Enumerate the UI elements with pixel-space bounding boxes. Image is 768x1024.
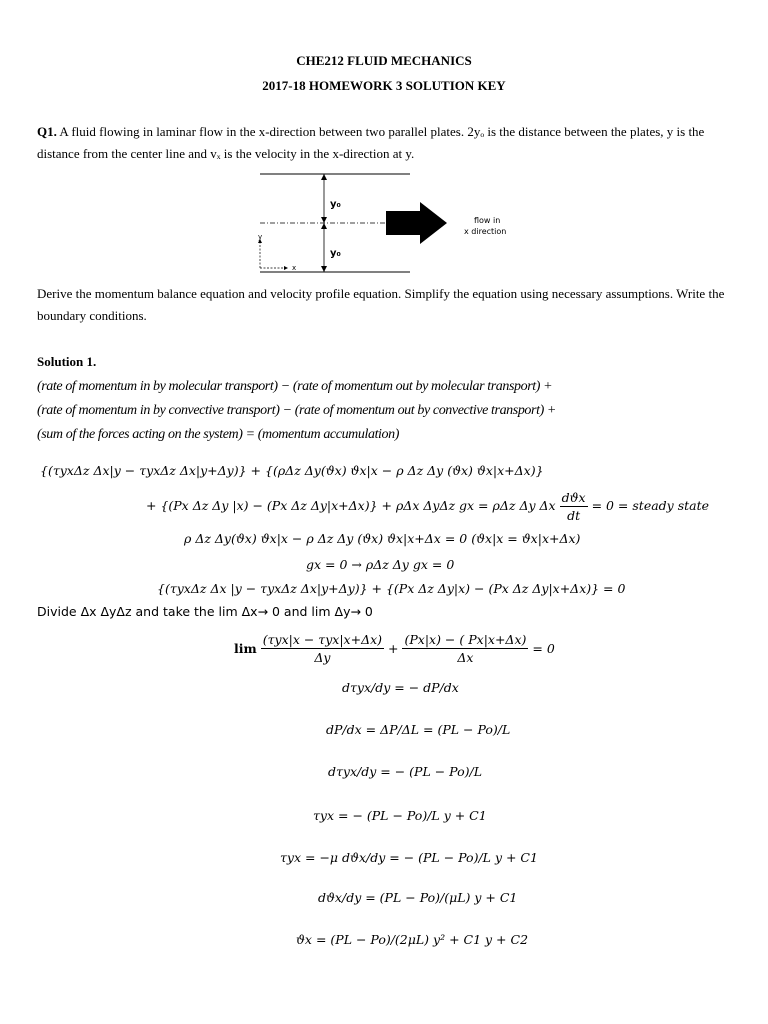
equation-4: gx = 0 → ρΔz Δy gx = 0 bbox=[306, 557, 455, 572]
flow-arrow-icon bbox=[386, 202, 447, 244]
equation-12: dϑx/dy = (PL − Po)/(μL) y + C1 bbox=[318, 890, 518, 905]
equation-2-right: = 0 = steady state bbox=[591, 498, 710, 513]
equation-11: τyx = −μ dϑx/dy = − (PL − Po)/L y + C1 bbox=[280, 850, 538, 865]
balance-line-3: (sum of the forces acting on the system) = (momentum accumulation) bbox=[37, 427, 400, 442]
solution-heading: Solution 1. bbox=[37, 354, 97, 369]
parallel-plates-diagram bbox=[250, 168, 530, 278]
equation-8: dP/dx = ΔP/ΔL = (PL − Po)/L bbox=[326, 722, 511, 737]
question-1 bbox=[37, 121, 737, 165]
homework-title: 2017-18 HOMEWORK 3 SOLUTION KEY bbox=[262, 78, 506, 93]
fraction-numerator: (Px|x) − ( Px|x+Δx) bbox=[404, 632, 527, 647]
y0-top-label: y₀ bbox=[330, 199, 341, 210]
equation-10: τyx = − (PL − Po)/L y + C1 bbox=[313, 808, 487, 823]
fraction-numerator: (τyx|x − τyx|x+Δx) bbox=[262, 632, 383, 647]
equation-2 bbox=[146, 490, 709, 523]
equation-6-fraction-1 bbox=[261, 632, 384, 665]
question-text: A fluid flowing in laminar flow in the x-direction between two parallel plates. 2yₒ is the distance between the plates, y is the distance from the center line and vₓ is the velocity in the x-direction at y. bbox=[37, 124, 705, 161]
fraction-denominator: Δx bbox=[457, 650, 474, 665]
flow-label-line2: x direction bbox=[464, 227, 507, 236]
equation-6-fraction-2 bbox=[402, 632, 528, 665]
y0-bottom-label: y₀ bbox=[330, 248, 341, 259]
equation-9: dτyx/dy = − (PL − Po)/L bbox=[328, 764, 482, 779]
balance-line-1: (rate of momentum in by molecular transport) − (rate of momentum out by molecular transport) + bbox=[37, 379, 553, 394]
equation-7: dτyx/dy = − dP/dx bbox=[342, 680, 459, 695]
equation-13: ϑx = (PL − Po)/(2μL) y² + C1 y + C2 bbox=[296, 932, 529, 947]
question-label: Q1. bbox=[37, 124, 57, 139]
equation-6-right: = 0 bbox=[532, 641, 555, 656]
lim-label: lim bbox=[234, 641, 257, 656]
axis-x-label: x bbox=[292, 264, 297, 272]
equation-2-fraction bbox=[560, 490, 588, 523]
balance-line-2: (rate of momentum in by convective transport) − (rate of momentum out by convective transport) + bbox=[37, 403, 556, 418]
flow-label-line1: flow in bbox=[474, 216, 501, 225]
equation-3: ρ Δz Δy(ϑx) ϑx|x − ρ Δz Δy (ϑx) ϑx|x+Δx = 0 (ϑx|x = ϑx|x+Δx) bbox=[184, 531, 581, 546]
fraction-numerator: dϑx bbox=[561, 490, 586, 505]
divide-instruction: Divide Δx ΔyΔz and take the lim Δx→ 0 and lim Δy→ 0 bbox=[37, 604, 373, 619]
axis-y-label: y bbox=[258, 233, 263, 241]
equation-1: {(τyxΔz Δx|y − τyxΔz Δx|y+Δy)} + {(ρΔz Δy(ϑx) ϑx|x − ρ Δz Δy (ϑx) ϑx|x+Δx)} bbox=[40, 463, 544, 478]
equation-5: {(τyxΔz Δx |y − τyxΔz Δx|y+Δy)} + {(Px Δz Δy|x) − (Px Δz Δy|x+Δx)} = 0 bbox=[157, 581, 626, 596]
equation-6: lim $\frac{\text{(τyx|x − τyx|x+Δx)}}{\Delta y}$ + $\frac{(Px|x) - ( Px|x+\Delta x)}{\Delta x}$ = 0 bbox=[234, 632, 555, 665]
fraction-denominator: dt bbox=[567, 508, 581, 523]
equation-2-left: + {(Px Δz Δy |x) − (Px Δz Δy|x+Δx)} + ρΔx ΔyΔz gx = ρΔz Δy Δx bbox=[146, 498, 556, 513]
course-title: CHE212 FLUID MECHANICS bbox=[296, 53, 472, 68]
task-text: Derive the momentum balance equation and velocity profile equation. Simplify the equation using necessary assumptions. Write the boundary conditions. bbox=[37, 286, 725, 323]
fraction-denominator: Δy bbox=[314, 650, 331, 665]
